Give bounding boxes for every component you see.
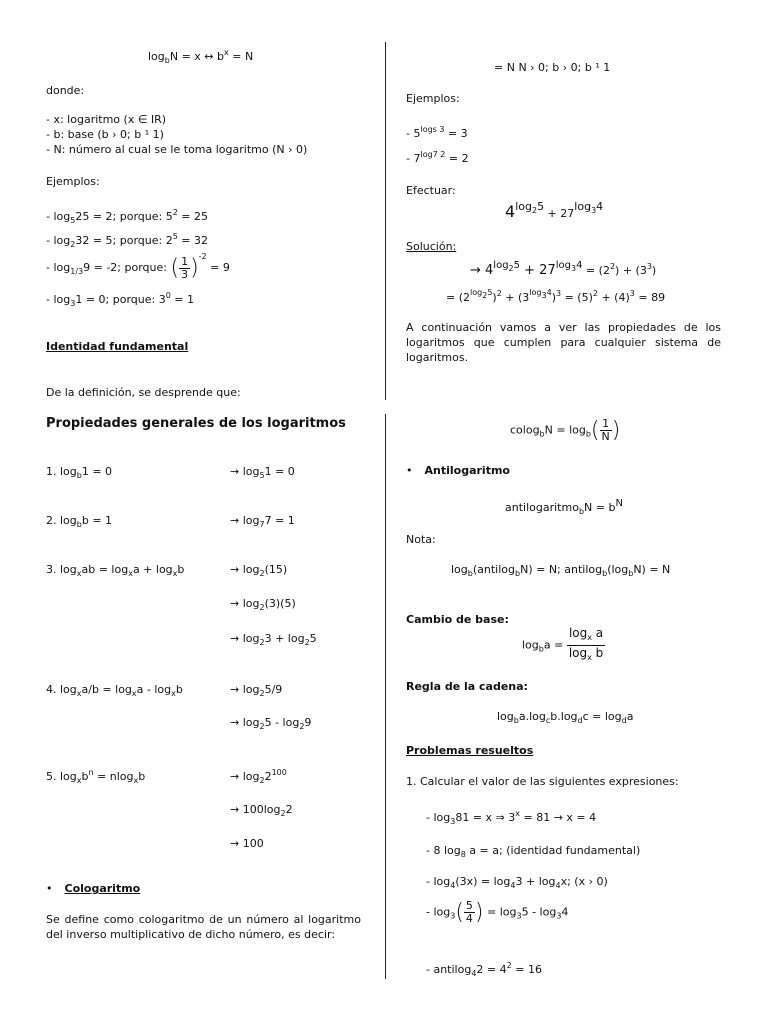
ejemplos-label-2: Ejemplos: [406,92,460,105]
property-3: 3. $\log_xab = \log_xa + \log_xb$ [46,563,185,578]
fraction: $\frac{\log_x a}{\log_x b}$ [568,626,604,662]
antilog-formula: antilogaritmo$_b$N = $b^N$ [505,498,623,516]
property-3-example-2: → $\log_2(3)(5)$ [230,597,296,612]
property-3-example-1: → $\log_2(15)$ [230,563,288,578]
identity-example-2: - $7^{log7 2} = 2$ [406,150,469,165]
fraction: $\frac{1}{3}$ [181,254,189,281]
desprende-text: De la definición, se desprende que: [46,386,241,399]
bullet-icon: • [406,464,413,477]
donde-label: donde: [46,84,85,97]
result-1: - $\log_381 = x$ ⇒ $3^x = 81 \to x = 4$ [426,809,597,826]
bullet-icon: • [46,882,53,895]
result-3: - $\log_4(3x) = \log_43 + \log_4x$; (x › 0) [426,875,608,890]
log-definition: $\log_bN = x$ ↔ $b^x = N$ [148,48,254,65]
fraction: $\frac{1}{N}$ [601,417,610,443]
solucion-label: Solución: [406,240,457,253]
ejemplos-label: Ejemplos: [46,175,100,188]
cadena-heading: Regla de la cadena: [406,680,528,693]
property-5: 5. $\log_xb^n = nlog_xb$ [46,768,146,785]
chain-rule-formula: $\log_ba.\log_cb.\log_dc = \log_da$ [497,710,634,725]
def-list-item: - N: número al cual se le toma logaritmo (N › 0) [46,143,308,156]
property-5-example-2: → $100\log_22$ [230,803,293,818]
property-5-example-1: → $\log_22^{100}$ [230,768,287,785]
column-divider-bottom [385,414,386,979]
def-list-item: - b: base (b › 0; b ¹ 1) [46,128,164,141]
cologarithm-formula: $colog_bN = \log_b$( $\frac{1}{N}$ ) [510,417,621,443]
property-2-example: → $\log_77 = 1$ [230,514,295,529]
example-4: - $\log_31 = 0$; porque: $3^0 = 1$ [46,291,195,308]
identity-example-1: - $5^{logs 3} = 3$ [406,125,468,140]
property-3-example-3: → $\log_23 + \log_25$ [230,632,317,647]
cambio-heading: Cambio de base: [406,613,509,626]
cologaritmo-heading: • Cologaritmo [46,882,141,895]
property-1-example: → $\log_51 = 0$ [230,465,295,480]
fraction: $\frac{5}{4}$ [465,899,473,925]
solution-line-2: = $(2^{log_25})^2 + (3^{log_34})^3 = (5)^2 + (4)^3 = 89$ [446,288,666,304]
nota-label: Nota: [406,533,436,546]
section-title: Propiedades generales de los logaritmos [46,416,346,431]
example-1: - $\log_525 = 2$; porque: $5^2 = 25$ [46,208,209,225]
property-5-example-3: → 100 [230,837,264,850]
change-of-base-formula: $\log_ba$ = $\frac{\log_x a}{\log_x b}$ [522,626,605,665]
example-2: - $\log_232 = 5$; porque: $2^5 = 32$ [46,232,209,249]
antilogaritmo-heading: • Antilogaritmo [406,464,510,477]
cologaritmo-definition: Se define como cologaritmo de un número al logaritmo del inverso multiplicativo de dicho número, es decir: [46,913,361,941]
property-1: 1. $\log_b1 = 0$ [46,465,113,480]
solution-line-1: → $4^{log_25} + 27^{log_34} = (2^2) + (3^3)$ [470,260,657,278]
identidad-heading: Identidad fundamental [46,340,189,353]
efectuar-label: Efectuar: [406,184,456,197]
nota-equation: $\log_b(antilog_bN) = N$; $antilog_b(\log_bN) = N$ [451,563,671,578]
problem-1-statement: 1. Calcular el valor de las siguientes expresiones: [406,775,679,788]
efectuar-expression: $4^{log_25} + 27^{log_34}$ [505,200,604,221]
result-5: - antilog$_4$2 = $4^2 = 16$ [426,961,542,978]
def-list-item: - x: logaritmo (x ∈ IR) [46,113,167,126]
property-4: 4. $\log_xa/b = \log_xa - \log_xb$ [46,683,183,698]
identity-condition: = N N › 0; b › 0; b ¹ 1 [494,61,611,74]
property-4-example-2: → $\log_25 - \log_29$ [230,716,312,731]
property-2: 2. $\log_bb = 1$ [46,514,113,529]
column-divider-top [385,42,386,400]
result-2: - 8 $\log_8 a = a$; (identidad fundamental) [426,844,641,859]
example-3: - $\log_{1/3}9 = -2$; porque: ( $\frac{1}{3}$ )$^{-2}$ = 9 [46,252,230,281]
property-4-example-1: → $\log_25/9$ [230,683,283,698]
continuation-paragraph: A continuación vamos a ver las propiedades de los logaritmos que cumplen para cualquier sistema de logaritmos. [406,321,721,364]
problemas-heading: Problemas resueltos [406,744,534,757]
result-4: - $\log_3$( $\frac{5}{4}$ ) = $\log_35 - \log_34$ [426,899,569,925]
